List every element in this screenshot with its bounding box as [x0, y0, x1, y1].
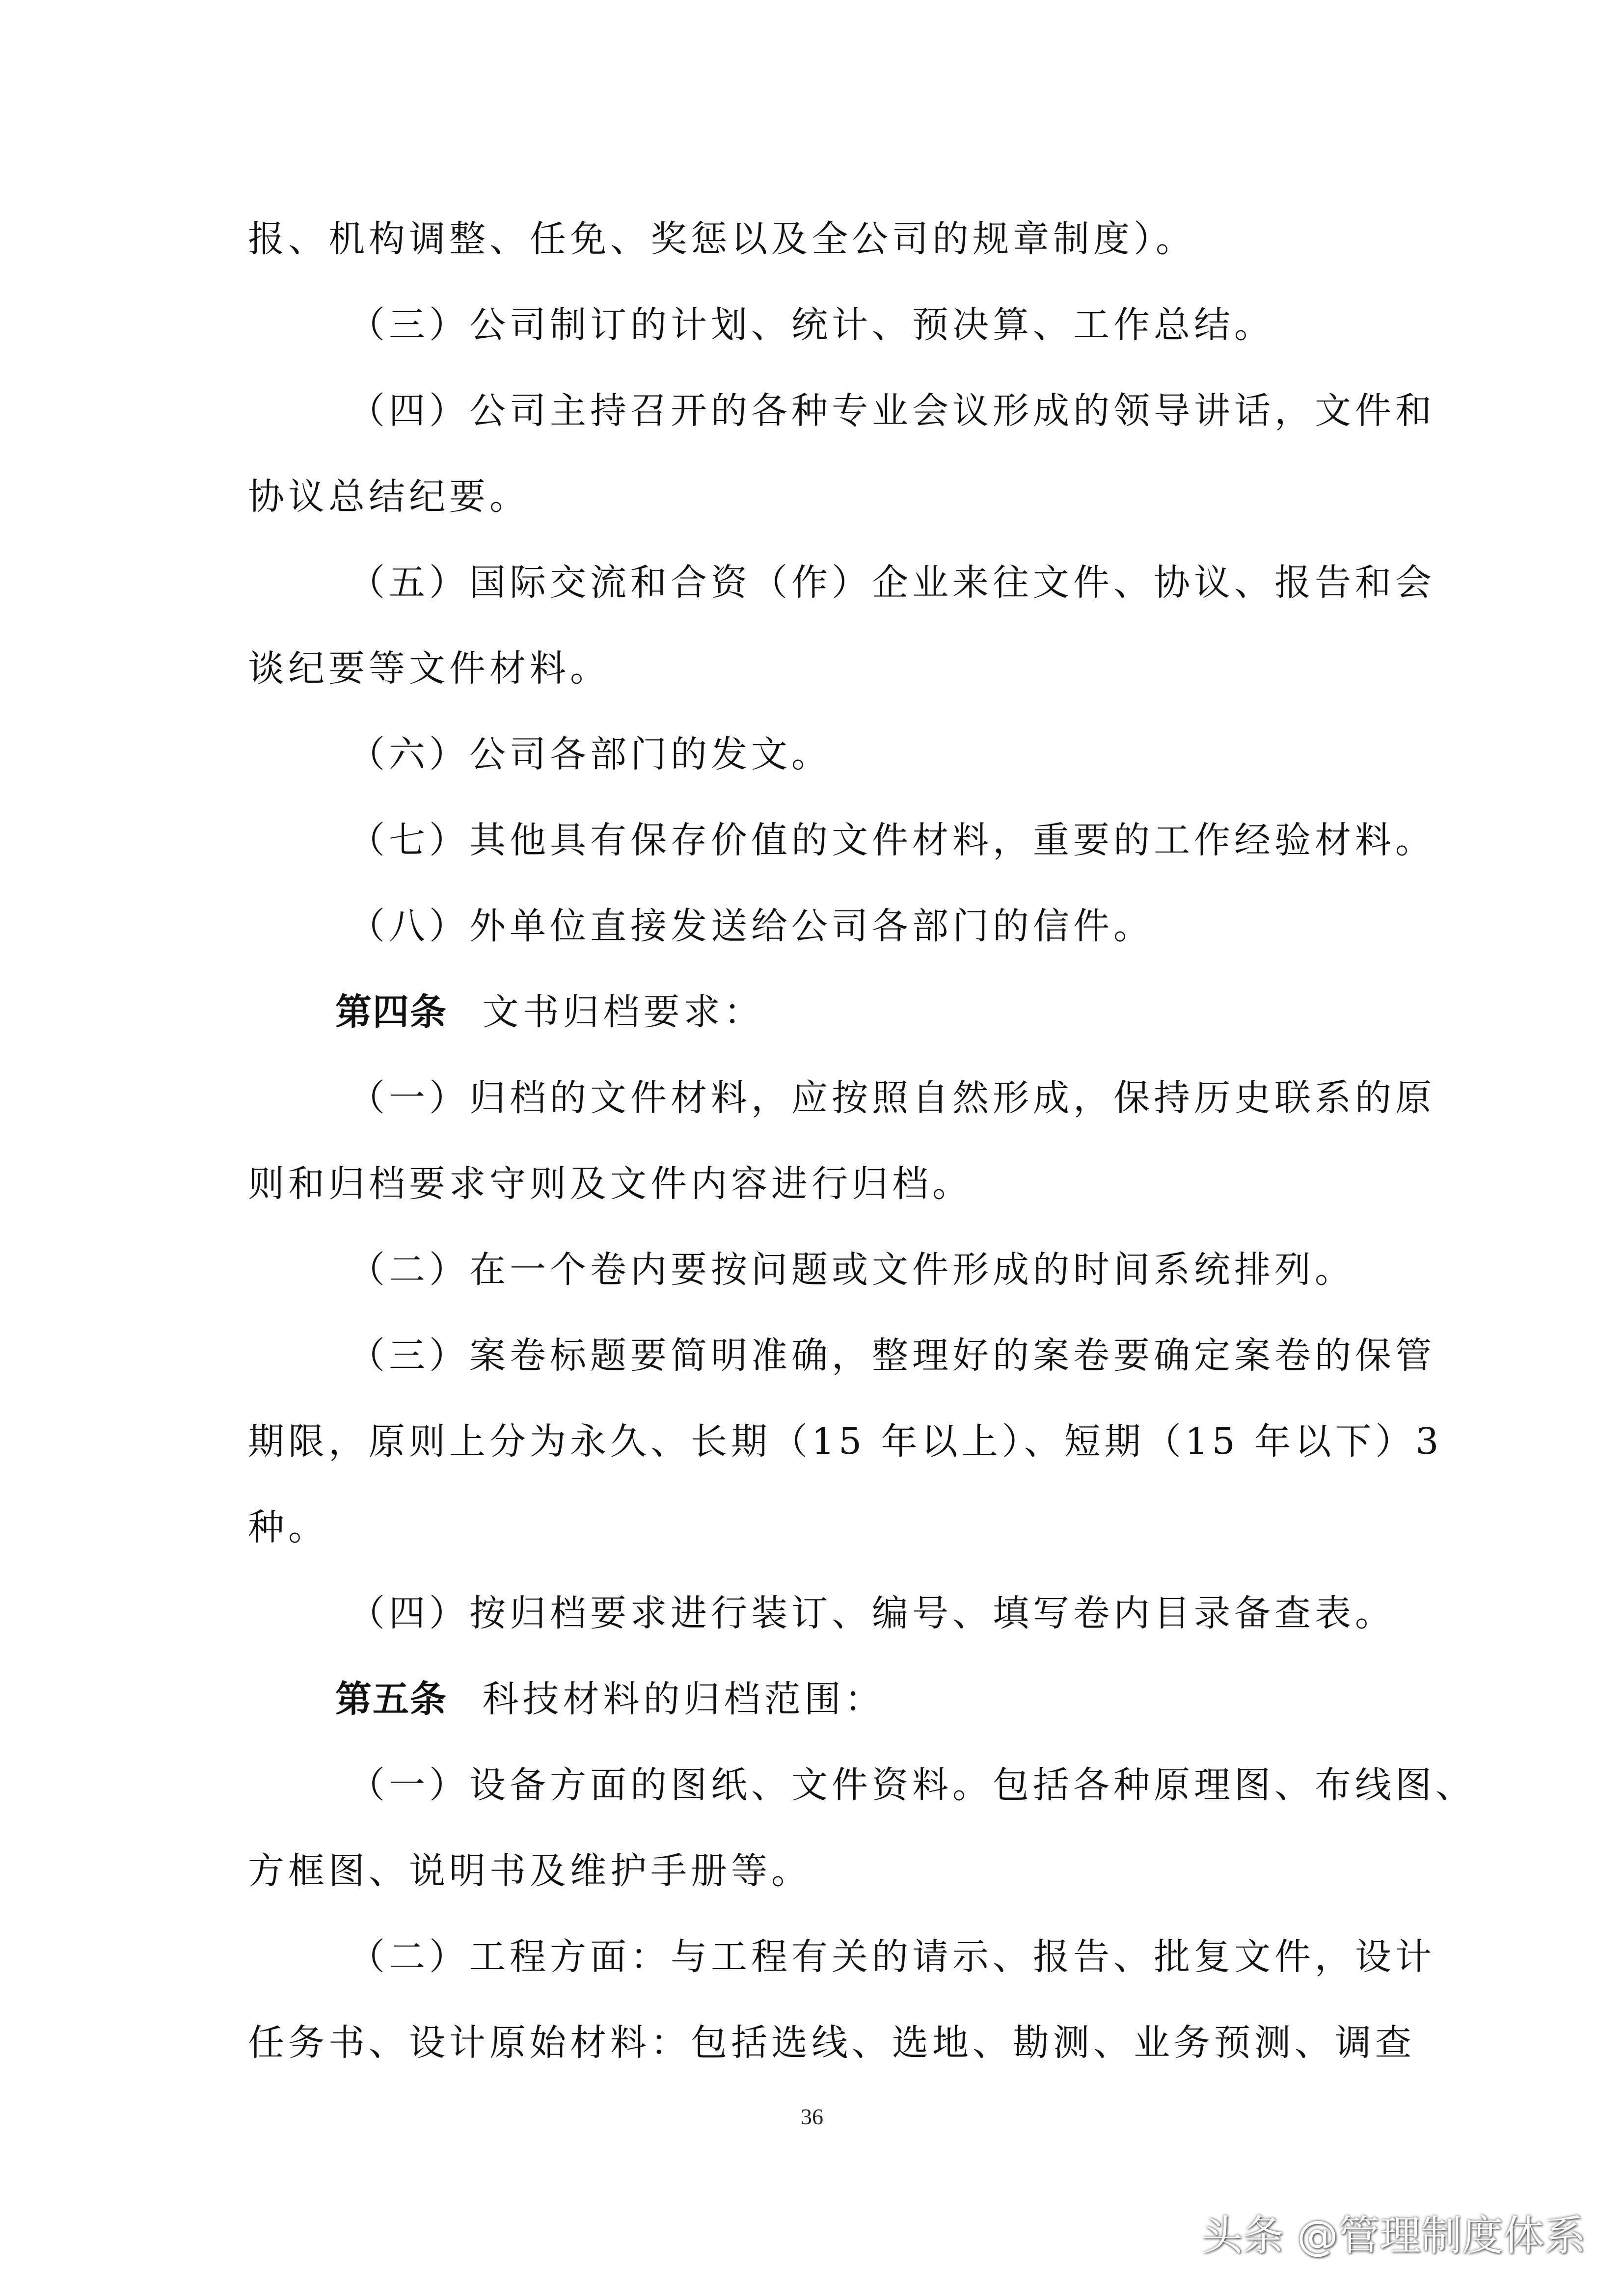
page-number: 36	[801, 2104, 823, 2129]
article-5-heading: 第五条	[335, 1678, 447, 1720]
text-line: （二）工程方面：与工程有关的请示、报告、批复文件，设计	[349, 1936, 1435, 1978]
text-line: 则和归档要求守则及文件内容进行归档。	[248, 1163, 973, 1205]
article-4-heading: 第四条	[335, 991, 447, 1033]
text-line: （八）外单位直接发送给公司各部门的信件。	[349, 905, 1154, 947]
text-line: 任务书、设计原始材料：包括选线、选地、勘测、业务预测、调查	[248, 2022, 1415, 2064]
text-line: （四）按归档要求进行装订、编号、填写卷内目录备查表。	[349, 1592, 1395, 1634]
text-line: 方框图、说明书及维护手册等。	[248, 1850, 812, 1892]
text-line: 种。	[248, 1506, 328, 1548]
text-line: （二）在一个卷内要按问题或文件形成的时间系统排列。	[349, 1249, 1355, 1291]
text-line: （六）公司各部门的发文。	[349, 733, 832, 775]
text-line: （一）设备方面的图纸、文件资料。包括各种原理图、布线图、	[349, 1764, 1476, 1806]
text-line: 报、机构调整、任免、奖惩以及全公司的规章制度）。	[248, 218, 1196, 260]
text-line: 协议总结纪要。	[248, 476, 530, 518]
article-4	[335, 988, 764, 1037]
article-5	[335, 1675, 885, 1724]
text-line: （一）归档的文件材料，应按照自然形成，保持历史联系的原	[349, 1077, 1435, 1119]
text-line: （三）案卷标题要简明准确，整理好的案卷要确定案卷的保管	[349, 1335, 1435, 1377]
text-line: （四）公司主持召开的各种专业会议形成的领导讲话，文件和	[349, 390, 1435, 432]
text-line: （三）公司制订的计划、统计、预决算、工作总结。	[349, 304, 1274, 346]
text-line: 谈纪要等文件材料。	[248, 647, 610, 690]
text-line: 期限，原则上分为永久、长期（15 年以上）、短期（15 年以下）3	[248, 1420, 1443, 1463]
text-line: （五）国际交流和合资（作）企业来往文件、协议、报告和会	[349, 561, 1435, 604]
article-4-text: 文书归档要求：	[482, 991, 764, 1033]
text-line: （七）其他具有保存价值的文件材料，重要的工作经验材料。	[349, 819, 1435, 861]
watermark: 头条 @管理制度体系	[1201, 2212, 1586, 2260]
article-5-text: 科技材料的归档范围：	[482, 1678, 885, 1720]
